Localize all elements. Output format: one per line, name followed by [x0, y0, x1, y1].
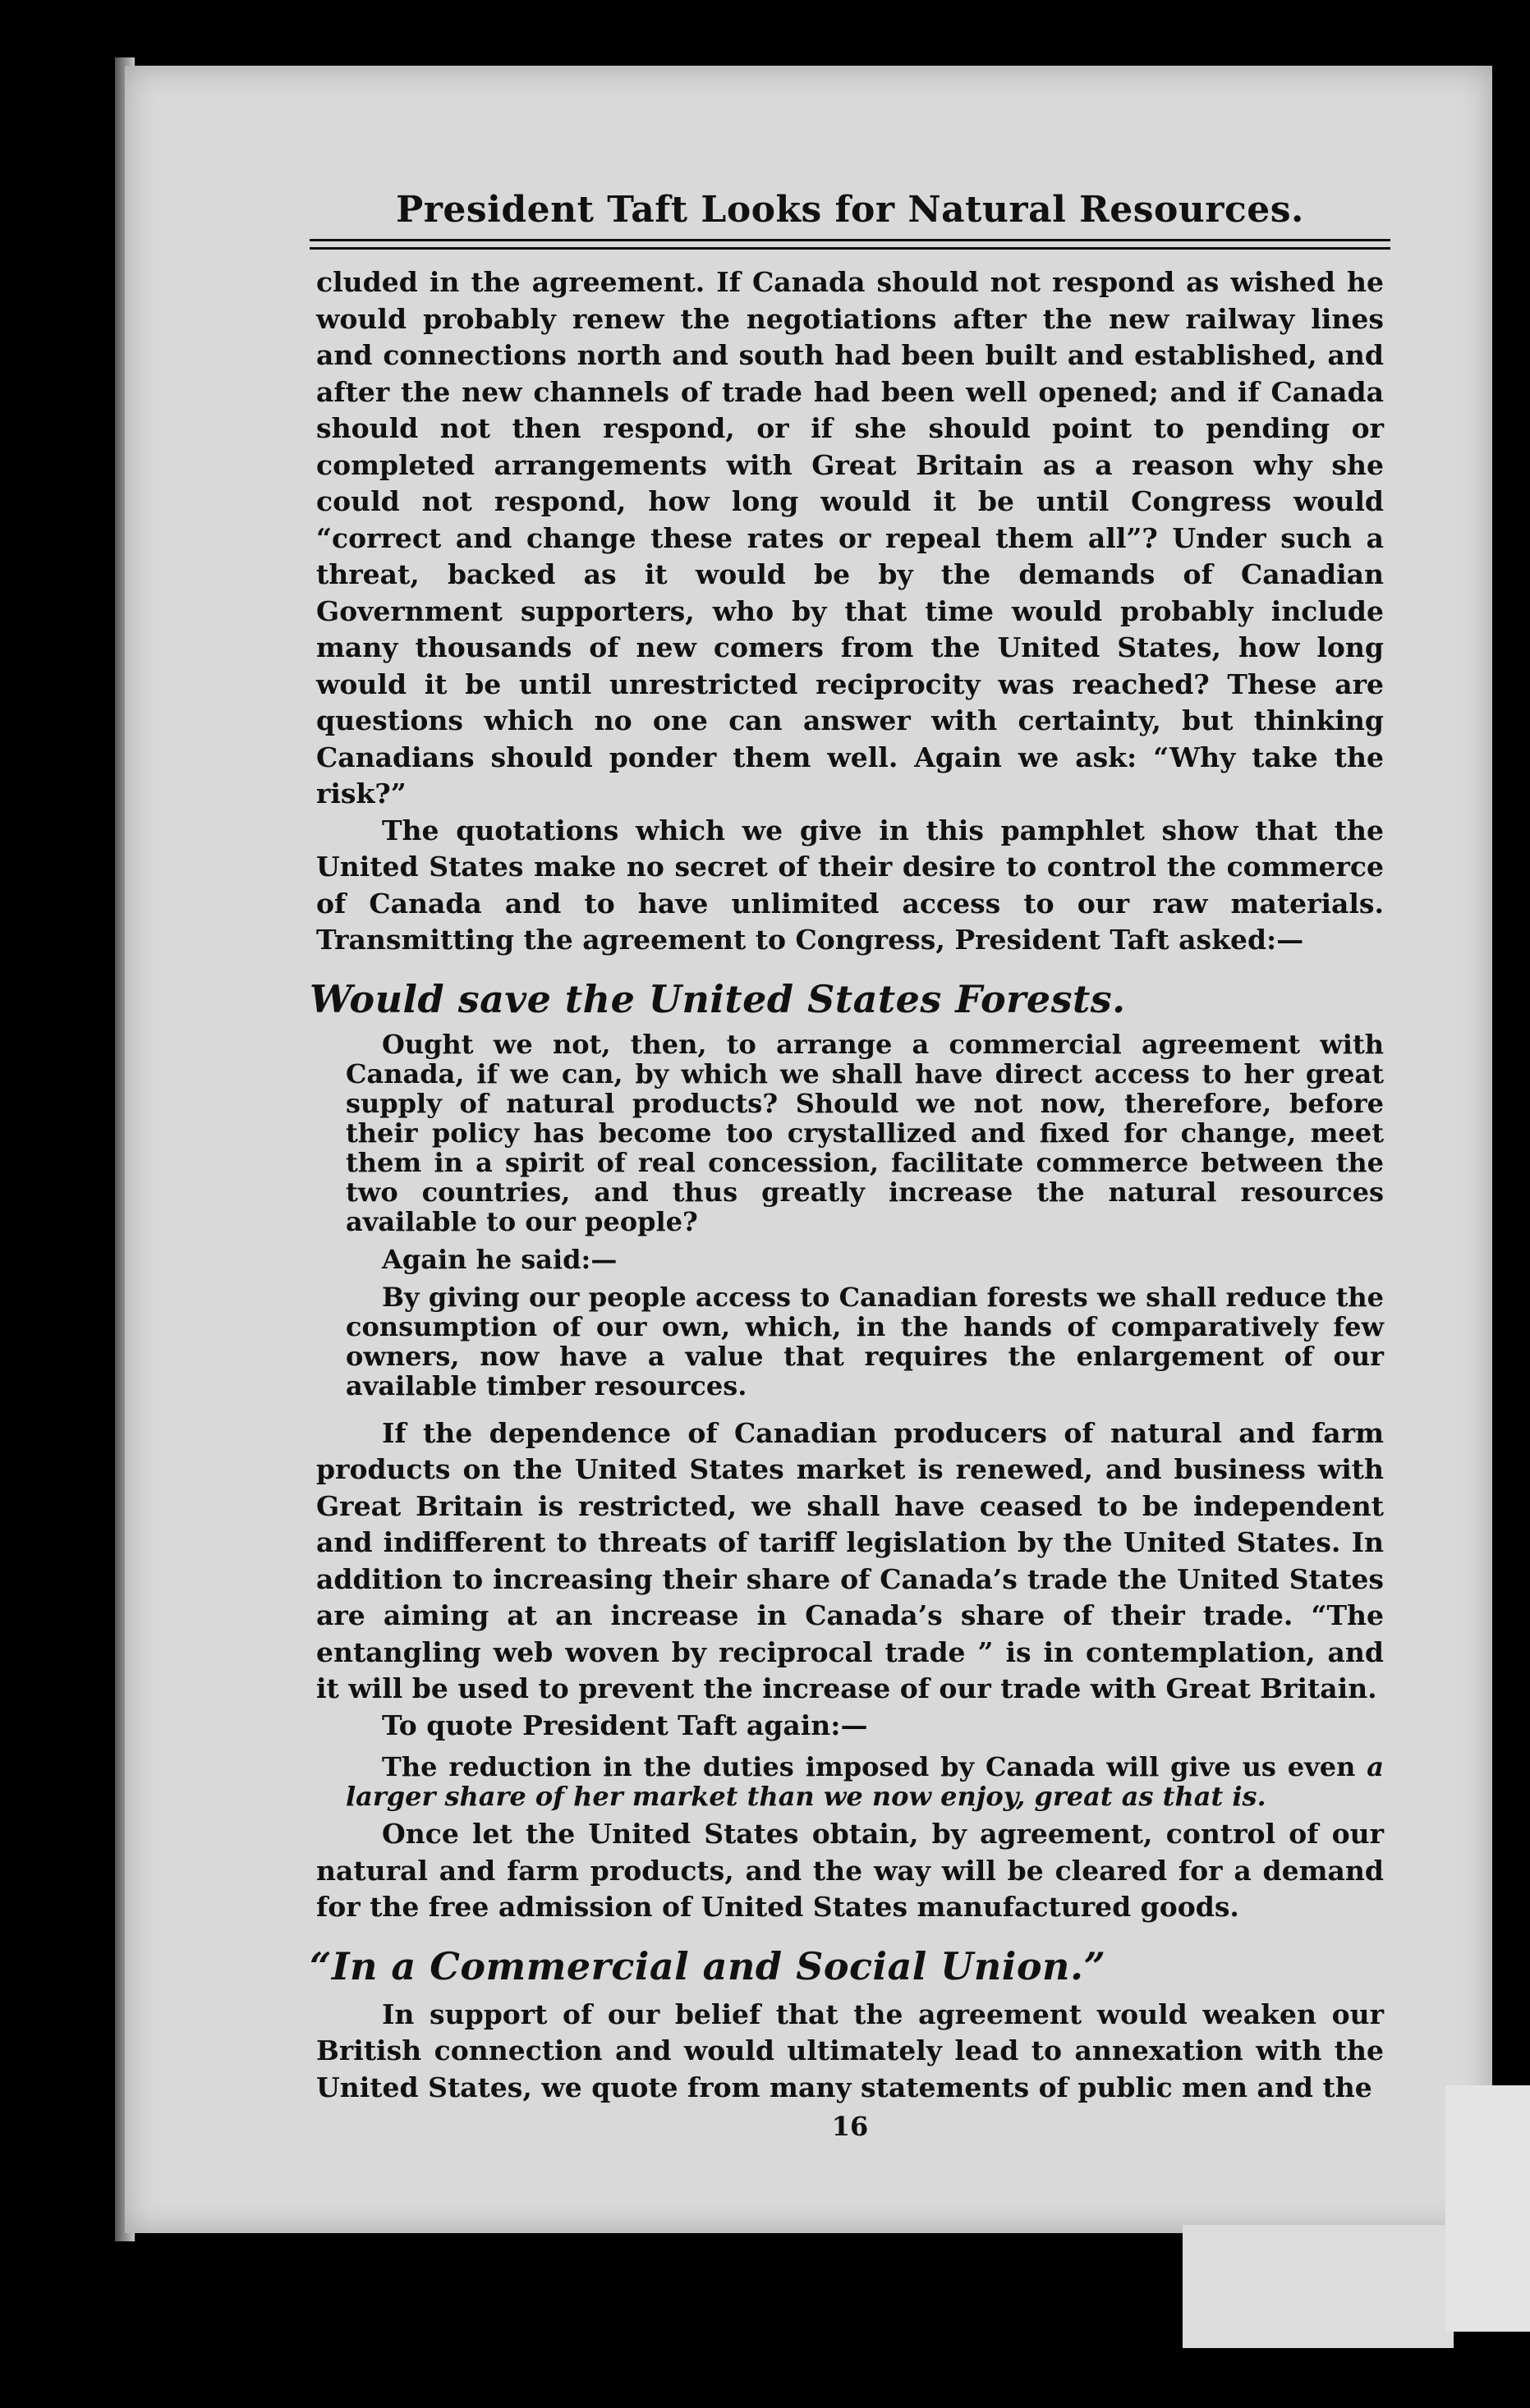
subheading-forests: Would save the United States Forests. [310, 976, 1126, 1021]
quotation-3-text: The reduction in the duties imposed by Canada will give us even [382, 1751, 1356, 1782]
page-corner [1183, 2225, 1454, 2348]
subheading-union: “In a Commercial and Social Union.” [310, 1943, 1106, 1988]
paragraph-4: To quote President Taft again:— [382, 1709, 868, 1741]
paragraph-6: In support of our belief that the agreement would weaken our British connection and would ultimately lead to annexation with the United States, we quote from many statements of public men and the [316, 1997, 1384, 2103]
quotation-3-italic: a larger share of her market than we now enjoy, great as that is. [346, 1751, 1385, 1812]
quotation-3 [346, 1752, 1384, 1811]
paragraph-5: Once let the United States obtain, by agreement, control of our natural and farm products, and the way will be cleared for a demand for the free admission of United States manufactured goods. [316, 1818, 1384, 1923]
header-rule [310, 239, 1390, 250]
paragraph-3: If the dependence of Canadian producers of natural and farm products on the United States market is renewed, and business with Great Britain is restricted, we shall have ceased to be independent and indifferent to threats of tariff legislation by the United States. In addition to increasing their share of Canada’s trade the United States are aiming at an increase in Canada’s share of their trade. “The entangling web woven by reciprocal trade ” is in contemplation, and it will be used to prevent the increase of our trade with Great Britain. [316, 1416, 1384, 1704]
quotation-intro: Again he said:— [382, 1243, 618, 1275]
quotation-2: By giving our people access to Canadian forests we shall reduce the consumption of our own, which, in the hands of comparatively few owners, now have a value that requires the enlargement of our available timber resources. [346, 1281, 1384, 1401]
next-page-edge [1445, 2085, 1530, 2332]
page-content [310, 189, 1385, 2142]
running-header: President Taft Looks for Natural Resources. [396, 189, 1304, 231]
paragraph-1: cluded in the agreement. If Canada should not respond as wished he would probably renew the negotiations after the new railway lines and connections north and south had been built and established, and after the new channels of trade had been well opened; and if Canada should not then respond, or if she should point to pending or completed arrangements with Great Britain as a reason why she could not respond, how long would it be until Congress would “correct and change these rates or repeal them all”? Under such a threat, backed as it would be by the demands of Canadian Government supporters, who by that time would probably include many thousands of new comers from the United States, how long would it be until unrestricted reciprocity was reached? These are questions which no one can answer with certainty, but thinking Canadians should ponder them well. Again we ask: “Why take the risk?” [316, 266, 1384, 810]
paragraph-2: The quotations which we give in this pamphlet show that the United States make no secret of their desire to control the commerce of Canada and to have unlimited access to our raw materials. Transmitting the agreement to Congress, President Taft asked:— [316, 814, 1384, 956]
quotation-1: Ought we not, then, to arrange a commercial agreement with Canada, if we can, by which we shall have direct access to her great supply of natural products? Should we not now, therefore, before their policy has become too crystallized and fixed for change, meet them in a spirit of real concession, facilitate commerce between the two countries, and thus greatly increase the natural resources available to our people? [346, 1028, 1384, 1237]
page-number: 16 [831, 2111, 869, 2142]
